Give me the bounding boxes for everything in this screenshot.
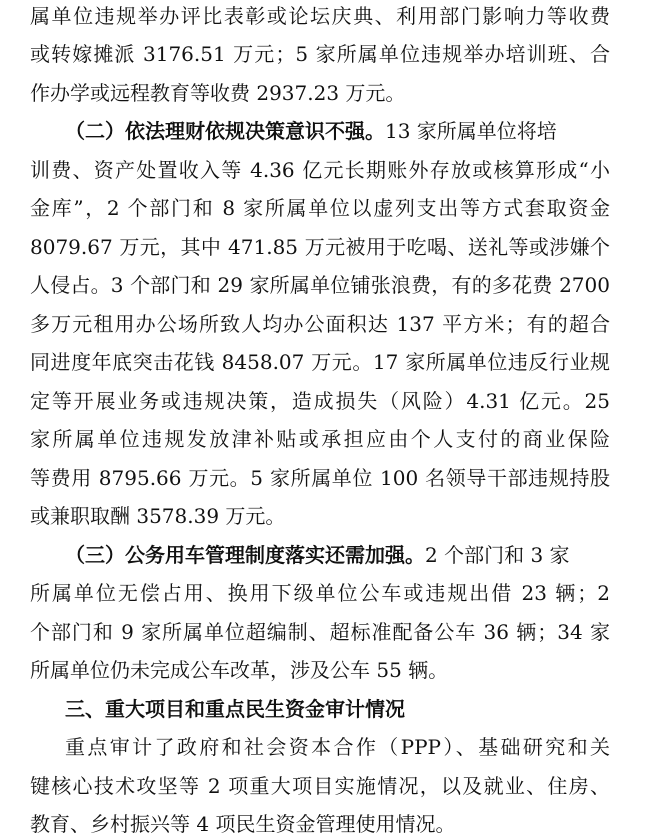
text-line: 属单位违规举办评比表彰或论坛庆典、利用部门影响力等收费 [30, 4, 610, 28]
text-line: 教育、乡村振兴等 4 项民生资金管理使用情况。 [30, 812, 456, 836]
text-run: 2 个部门和 3 家 [425, 543, 570, 567]
text-line: 所属单位无偿占用、换用下级单位公车或违规出借 23 辆；2 [30, 581, 610, 605]
section-heading-3: 三、重大项目和重点民生资金审计情况 [65, 697, 405, 721]
text-line: 多万元租用办公场所致人均办公面积达 137 平方米；有的超合 [30, 312, 610, 336]
subsection-heading-3 [65, 543, 570, 567]
text-line: 家所属单位违规发放津补贴或承担应由个人支付的商业保险 [30, 427, 610, 451]
text-line: 金库”，2 个部门和 8 家所属单位以虚列支出等方式套取资金 [30, 196, 610, 220]
text-line: 键核心技术攻坚等 2 项重大项目实施情况，以及就业、住房、 [30, 774, 610, 798]
text-line: 8079.67 万元，其中 471.85 万元被用于吃喝、送礼等或涉嫌个 [30, 235, 610, 259]
text-line: 所属单位仍未完成公车改革，涉及公车 55 辆。 [30, 658, 449, 682]
text-line: 或兼职取酬 3578.39 万元。 [30, 504, 286, 528]
text-line: 训费、资产处置收入等 4.36 亿元长期账外存放或核算形成“小 [30, 158, 610, 182]
subsection-heading-2 [65, 119, 557, 143]
text-line: 个部门和 9 家所属单位超编制、超标准配备公车 36 辆；34 家 [30, 620, 610, 644]
text-line: 人侵占。3 个部门和 29 家所属单位铺张浪费，有的多花费 2700 [30, 273, 610, 297]
text-line: 同进度年底突击花钱 8458.07 万元。17 家所属单位违反行业规 [30, 350, 610, 374]
text-line: 作办学或远程教育等收费 2937.23 万元。 [30, 81, 406, 105]
text-run: 13 家所属单位将培 [385, 119, 557, 143]
subsection-heading-3-title: （三）公务用车管理制度落实还需加强。 [65, 543, 425, 567]
text-line: 重点审计了政府和社会资本合作（PPP）、基础研究和关 [65, 735, 610, 759]
text-line: 或转嫁摊派 3176.51 万元；5 家所属单位违规举办培训班、合 [30, 42, 610, 66]
text-line: 等费用 8795.66 万元。5 家所属单位 100 名领导干部违规持股 [30, 466, 610, 490]
subsection-heading-2-title: （二）依法理财依规决策意识不强。 [65, 119, 385, 143]
text-line: 定等开展业务或违规决策，造成损失（风险）4.31 亿元。25 [30, 389, 610, 413]
